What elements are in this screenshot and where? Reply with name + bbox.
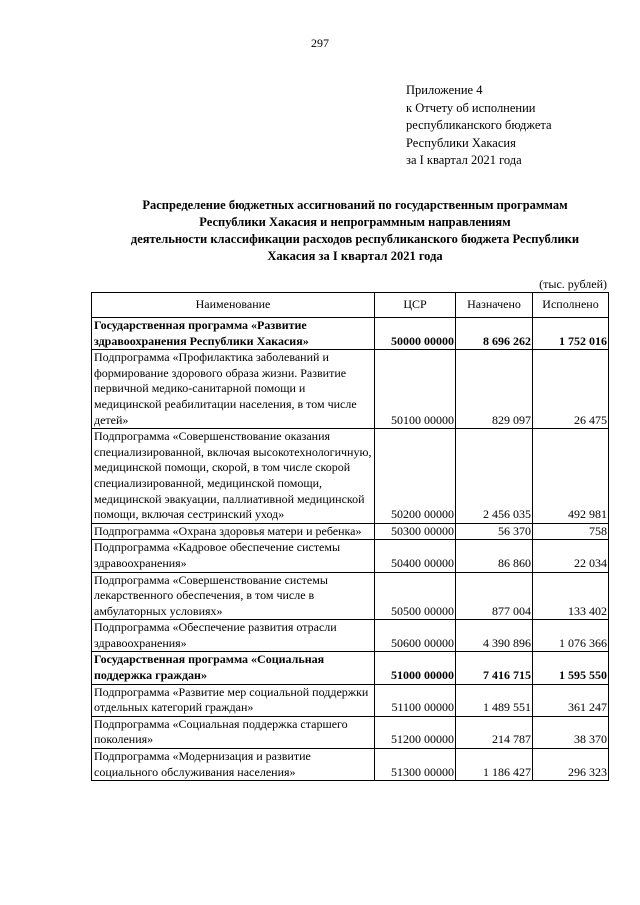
cell-name: Подпрограмма «Обеспечение развития отрасли здравоохранения» (92, 620, 375, 652)
cell-code: 51200 00000 (375, 716, 456, 748)
cell-code: 50600 00000 (375, 620, 456, 652)
table-row (92, 429, 609, 524)
cell-assigned: 1 489 551 (456, 684, 533, 716)
title-line: деятельности классификации расходов республиканского бюджета Республики (130, 232, 580, 246)
cell-executed: 133 402 (533, 572, 609, 620)
table-row (92, 652, 609, 684)
appendix-line: к Отчету об исполнении (406, 100, 536, 115)
table-row (92, 716, 609, 748)
cell-code: 50000 00000 (375, 318, 456, 350)
header-assigned: Назначено (456, 293, 533, 318)
cell-executed: 1 752 016 (533, 318, 609, 350)
cell-code: 50400 00000 (375, 540, 456, 572)
cell-assigned: 2 456 035 (456, 429, 533, 524)
title-line: Хакасия за I квартал 2021 года (267, 249, 443, 263)
table-row (92, 620, 609, 652)
header-name: Наименование (92, 293, 375, 318)
table-row (92, 572, 609, 620)
budget-table (91, 292, 609, 781)
cell-executed: 1 595 550 (533, 652, 609, 684)
cell-name: Государственная программа «Социальная поддержка граждан» (92, 652, 375, 684)
table-row (92, 350, 609, 429)
header-code: ЦСР (375, 293, 456, 318)
table-row (92, 749, 609, 781)
table-row (92, 318, 609, 350)
document-title (96, 197, 614, 265)
cell-code: 50100 00000 (375, 350, 456, 429)
cell-name: Подпрограмма «Охрана здоровья матери и ребенка» (92, 523, 375, 540)
cell-assigned: 214 787 (456, 716, 533, 748)
cell-executed: 26 475 (533, 350, 609, 429)
table-row (92, 523, 609, 540)
cell-name: Подпрограмма «Совершенствование оказания специализированной, включая высокотехнологичную, медицинской помощи, скорой, в том числе скорой специализированной, медицинской помощи, медицинской эвакуации, паллиативной медицинской помощи, включая сестринский уход» (92, 429, 375, 524)
units-label: (тыс. рублей) (539, 277, 607, 291)
appendix-line: за I квартал 2021 года (406, 153, 522, 167)
page-number: 297 (311, 36, 329, 50)
title-line: Распределение бюджетных ассигнований по государственным программам (142, 198, 568, 212)
cell-executed: 492 981 (533, 429, 609, 524)
cell-code: 51300 00000 (375, 749, 456, 781)
table-row (92, 540, 609, 572)
cell-executed: 361 247 (533, 684, 609, 716)
cell-code: 50500 00000 (375, 572, 456, 620)
cell-executed: 22 034 (533, 540, 609, 572)
cell-assigned: 829 097 (456, 350, 533, 429)
appendix-line: республиканского бюджета (406, 118, 552, 132)
cell-assigned: 56 370 (456, 523, 533, 540)
cell-assigned: 86 860 (456, 540, 533, 572)
cell-name: Подпрограмма «Развитие мер социальной поддержки отдельных категорий граждан» (92, 684, 375, 716)
cell-name: Подпрограмма «Модернизация и развитие социального обслуживания населения» (92, 749, 375, 781)
appendix-line: Республики Хакасия (406, 135, 516, 150)
cell-assigned: 4 390 896 (456, 620, 533, 652)
cell-assigned: 1 186 427 (456, 749, 533, 781)
appendix-line: Приложение 4 (406, 83, 483, 97)
cell-name: Подпрограмма «Кадровое обеспечение системы здравоохранения» (92, 540, 375, 572)
cell-assigned: 7 416 715 (456, 652, 533, 684)
cell-executed: 758 (533, 523, 609, 540)
table-row (92, 684, 609, 716)
cell-code: 50200 00000 (375, 429, 456, 524)
title-line: Республики Хакасия и непрограммным направлениям (199, 215, 511, 229)
cell-code: 51100 00000 (375, 684, 456, 716)
cell-executed: 296 323 (533, 749, 609, 781)
appendix-note (406, 82, 552, 170)
cell-name: Подпрограмма «Социальная поддержка старшего поколения» (92, 716, 375, 748)
cell-code: 50300 00000 (375, 523, 456, 540)
cell-name: Подпрограмма «Профилактика заболеваний и формирование здорового образа жизни. Развитие первичной медико-санитарной помощи и медицинской реабилитации населения, в том числе детей» (92, 350, 375, 429)
cell-name: Государственная программа «Развитие здравоохранения Республики Хакасия» (92, 318, 375, 350)
cell-name: Подпрограмма «Совершенствование системы лекарственного обеспечения, в том числе в амбулаторных условиях» (92, 572, 375, 620)
table-header-row (92, 293, 609, 318)
cell-code: 51000 00000 (375, 652, 456, 684)
cell-assigned: 8 696 262 (456, 318, 533, 350)
cell-executed: 1 076 366 (533, 620, 609, 652)
cell-executed: 38 370 (533, 716, 609, 748)
cell-assigned: 877 004 (456, 572, 533, 620)
header-executed: Исполнено (533, 293, 609, 318)
